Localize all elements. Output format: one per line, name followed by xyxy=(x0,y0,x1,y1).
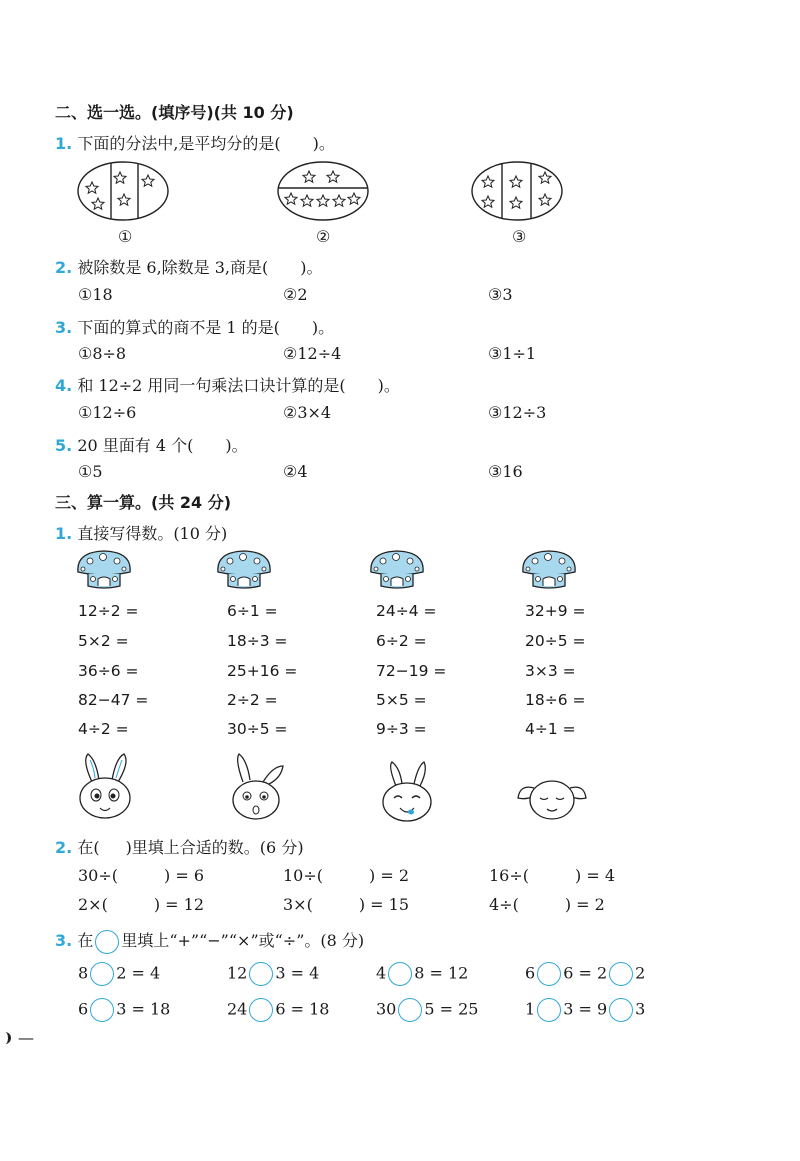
question-text: 20 里面有 4 个( )。 xyxy=(77,436,248,455)
mushroom-house-icon xyxy=(214,548,274,590)
question-3 xyxy=(55,315,334,338)
option-b: ②12÷4 xyxy=(283,344,342,363)
operator-circle-input[interactable] xyxy=(398,998,422,1022)
fill-blank-item xyxy=(283,866,409,885)
operand: 6 xyxy=(78,999,89,1019)
operator-question-3 xyxy=(55,928,364,954)
mushroom-house-icon xyxy=(74,548,134,590)
operand: 2 xyxy=(635,963,646,983)
fill-right: ) = 2 xyxy=(564,895,605,914)
bunny-face-icon xyxy=(516,770,588,826)
calc-question-1 xyxy=(55,521,227,544)
operator-item xyxy=(376,962,468,986)
calc-item: 3×3 = xyxy=(525,662,576,680)
fill-blank-item xyxy=(489,895,605,914)
question-text-before: 在( xyxy=(77,838,100,857)
question-text-after: )里填上合适的数。(6 分) xyxy=(125,838,304,857)
operator-item xyxy=(227,962,319,986)
question-text: 被除数是 6,除数是 3,商是( )。 xyxy=(77,258,323,277)
question-number: 3. xyxy=(55,318,73,337)
calc-item: 5×5 = xyxy=(376,691,427,709)
calc-item: 82−47 = xyxy=(78,691,149,709)
calc-item: 5×2 = xyxy=(78,632,129,650)
calc-item: 25+16 = xyxy=(227,662,298,680)
fill-left: 3×( xyxy=(283,895,313,914)
operator-item xyxy=(525,998,645,1022)
figure-label-2: ② xyxy=(316,227,331,246)
question-text: 下面的分法中,是平均分的是( )。 xyxy=(77,134,335,153)
fill-left: 2×( xyxy=(78,895,108,914)
operator-circle-icon xyxy=(95,930,119,954)
option-b: ②4 xyxy=(283,462,308,481)
calc-item: 32+9 = xyxy=(525,602,586,620)
option-b: ②2 xyxy=(283,285,308,304)
mushroom-house-icon xyxy=(367,548,427,590)
operator-item xyxy=(525,962,645,986)
equation-rest: 2 = 4 xyxy=(116,963,161,983)
option-c: ③16 xyxy=(488,462,523,481)
equation-rest: 3 = 4 xyxy=(275,963,320,983)
option-a: ①12÷6 xyxy=(78,403,137,422)
equation-rest: 6 = 2 xyxy=(563,963,608,983)
option-c: ③12÷3 xyxy=(488,403,547,422)
question-text: 直接写得数。(10 分) xyxy=(77,524,228,543)
fill-left: 16÷( xyxy=(489,866,530,885)
divided-oval-figure-3 xyxy=(471,160,567,222)
operator-circle-input[interactable] xyxy=(609,998,633,1022)
divided-oval-figure-2 xyxy=(275,160,371,222)
fill-right: ) = 12 xyxy=(153,895,205,914)
operand: 24 xyxy=(227,999,248,1019)
question-number: 2. xyxy=(55,258,73,277)
question-4 xyxy=(55,373,400,396)
fill-right: ) = 2 xyxy=(369,866,410,885)
operand: 8 xyxy=(78,963,89,983)
operand: 12 xyxy=(227,963,248,983)
figure-label-3: ③ xyxy=(512,227,527,246)
equation-rest: 6 = 18 xyxy=(275,999,330,1019)
equation-rest: 3 = 9 xyxy=(563,999,608,1019)
question-5 xyxy=(55,433,248,456)
operator-item xyxy=(376,998,478,1022)
question-number: 1. xyxy=(55,524,73,543)
calc-item: 36÷6 = xyxy=(78,662,139,680)
operator-item xyxy=(227,998,329,1022)
operator-circle-input[interactable] xyxy=(249,962,273,986)
bunny-face-icon xyxy=(225,752,287,822)
fill-right: ) = 15 xyxy=(358,895,410,914)
question-text-after: 里填上“+”“−”“×”或“÷”。(8 分) xyxy=(121,931,365,950)
calc-item: 20÷5 = xyxy=(525,632,586,650)
calc-item: 4÷2 = xyxy=(78,720,129,738)
operand: 30 xyxy=(376,999,397,1019)
operator-circle-input[interactable] xyxy=(249,998,273,1022)
calc-item: 9÷3 = xyxy=(376,720,427,738)
operator-circle-input[interactable] xyxy=(537,998,561,1022)
mushroom-house-icon xyxy=(519,548,579,590)
question-1 xyxy=(55,131,335,154)
divided-oval-figure-1 xyxy=(77,160,173,222)
question-text: 下面的算式的商不是 1 的是( )。 xyxy=(77,318,335,337)
calc-item: 2÷2 = xyxy=(227,691,278,709)
operand: 3 xyxy=(635,999,646,1019)
operand: 4 xyxy=(376,963,387,983)
option-a: ①8÷8 xyxy=(78,344,127,363)
question-number: 2. xyxy=(55,838,73,857)
fill-left: 10÷( xyxy=(283,866,324,885)
figure-label-1: ① xyxy=(118,227,133,246)
question-number: 4. xyxy=(55,376,73,395)
operator-circle-input[interactable] xyxy=(90,962,114,986)
calc-item: 72−19 = xyxy=(376,662,447,680)
fill-left: 30÷( xyxy=(78,866,119,885)
question-text: 和 12÷2 用同一句乘法口诀计算的是( )。 xyxy=(77,376,400,395)
bunny-face-icon xyxy=(74,752,136,822)
fill-right: ) = 6 xyxy=(164,866,205,885)
fill-right: ) = 4 xyxy=(575,866,616,885)
fill-question-2 xyxy=(55,835,304,858)
section-3-title: 三、算一算。(共 24 分) xyxy=(55,493,232,512)
operator-item xyxy=(78,998,170,1022)
calc-item: 18÷3 = xyxy=(227,632,288,650)
operator-circle-input[interactable] xyxy=(537,962,561,986)
question-2 xyxy=(55,255,323,278)
option-a: ①18 xyxy=(78,285,113,304)
calc-item: 4÷1 = xyxy=(525,720,576,738)
operator-item xyxy=(78,962,160,986)
option-c: ③3 xyxy=(488,285,513,304)
calc-item: 24÷4 = xyxy=(376,602,437,620)
operator-circle-input[interactable] xyxy=(90,998,114,1022)
fill-blank-item xyxy=(78,895,204,914)
fill-blank-item xyxy=(489,866,615,885)
section-2-title: 二、选一选。(填序号)(共 10 分) xyxy=(55,103,294,122)
fill-blank-item xyxy=(283,895,409,914)
page-footer-dash: — xyxy=(18,1028,34,1047)
question-text-before: 在 xyxy=(77,931,94,950)
bunny-face-icon xyxy=(376,760,438,824)
calc-item: 30÷5 = xyxy=(227,720,288,738)
option-b: ②3×4 xyxy=(283,403,332,422)
calc-item: 6÷2 = xyxy=(376,632,427,650)
calc-item: 6÷1 = xyxy=(227,602,278,620)
calc-item: 12÷2 = xyxy=(78,602,139,620)
equation-rest: 5 = 25 xyxy=(424,999,479,1019)
equation-rest: 3 = 18 xyxy=(116,999,171,1019)
operand: 1 xyxy=(525,999,536,1019)
option-c: ③1÷1 xyxy=(488,344,537,363)
equation-rest: 8 = 12 xyxy=(414,963,469,983)
operator-circle-input[interactable] xyxy=(388,962,412,986)
question-number: 1. xyxy=(55,134,73,153)
operand: 6 xyxy=(525,963,536,983)
option-a: ①5 xyxy=(78,462,103,481)
question-number: 5. xyxy=(55,436,73,455)
question-number: 3. xyxy=(55,931,73,950)
fill-blank-item xyxy=(78,866,204,885)
fill-left: 4÷( xyxy=(489,895,519,914)
calc-item: 18÷6 = xyxy=(525,691,586,709)
operator-circle-input[interactable] xyxy=(609,962,633,986)
page-edge-mark xyxy=(0,1032,11,1044)
